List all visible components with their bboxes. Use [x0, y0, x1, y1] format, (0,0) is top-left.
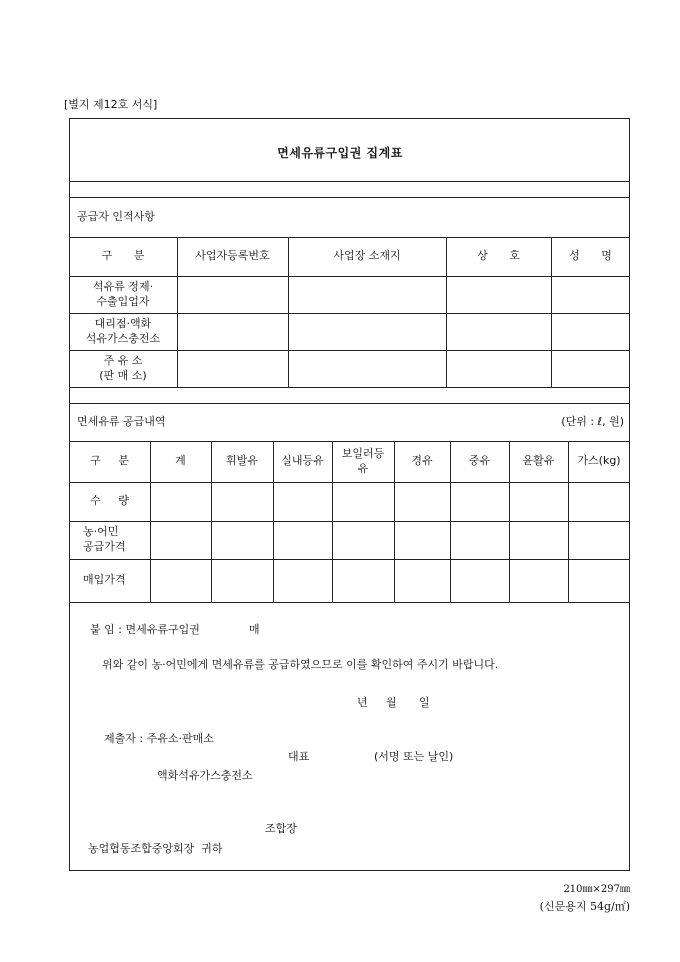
row-label-line2: (판 매 소) [99, 368, 147, 382]
supplier-row-refiner [69, 276, 177, 313]
supply-col-category: 구 분 [90, 454, 129, 468]
supplier-col-trade-name: 상 호 [477, 249, 520, 263]
divider [69, 602, 630, 603]
date-year: 년 [357, 696, 368, 709]
request-text: 위와 같이 농·어민에게 면세유류를 공급하였으므로 이를 확인하여 주시기 바랍니다. [102, 658, 499, 671]
supply-row-farmer-price [69, 521, 150, 559]
supplier-section-heading: 공급자 인적사항 [77, 209, 155, 223]
divider [69, 387, 630, 388]
row-label-line1: 주 유 소 [103, 353, 143, 367]
chairman-label: 조합장 [265, 822, 297, 835]
supply-section-heading: 면세유류 공급내역 [77, 414, 166, 428]
supply-col-gasoline: 휘발유 [226, 454, 258, 468]
paper-spec: (신문용지 54g/㎡) [539, 900, 630, 913]
row-label-line1: 농·어민 [83, 525, 119, 539]
supply-col-indoor-kerosene: 실내등유 [281, 454, 324, 468]
supplier-col-business-number: 사업자등록번호 [195, 249, 270, 263]
divider [69, 181, 630, 182]
row-label-line1: 석유류 정제· [92, 279, 154, 293]
representative-label: 대표 [288, 750, 310, 763]
row-label-line2: 석유가스충전소 [85, 331, 161, 345]
divider [69, 559, 630, 560]
supply-row-quantity: 수 량 [90, 494, 129, 508]
date-day: 일 [419, 696, 430, 709]
attachment-label: 붙 임 : 면세유류구입권 [90, 623, 200, 636]
form-title: 면세유류구입권 집계표 [277, 146, 403, 160]
row-label-line2: 공급가격 [83, 540, 126, 553]
supply-col-heavy-oil: 중유 [468, 454, 491, 468]
row-label-line1: 대리점·액화 [94, 316, 152, 330]
recipient-label: 농업협동조합중앙회장 귀하 [88, 842, 223, 855]
supplier-col-category: 구 분 [101, 249, 145, 263]
supplier-row-agency [69, 313, 177, 350]
unit-label: (단위 : ℓ, 원) [561, 414, 624, 428]
supply-row-purchase-price: 매입가격 [83, 573, 126, 587]
submitter-label: 제출자 : 주유소·판매소 [104, 732, 214, 745]
supply-col-lubricant: 윤활유 [522, 454, 555, 468]
paper-size: 210㎜×297㎜ [563, 884, 630, 895]
submitter-line2: 액화석유가스충전소 [157, 769, 253, 782]
date-month: 월 [386, 696, 397, 709]
supplier-col-address: 사업장 소재지 [333, 249, 401, 263]
supply-col-total: 계 [175, 454, 186, 468]
signature-note: (서명 또는 날인) [374, 750, 454, 763]
supply-col-gas: 가스(kg) [577, 454, 621, 468]
supplier-col-name: 성 명 [569, 249, 612, 263]
supply-col-boiler-kerosene: 보일러등유 [341, 446, 385, 475]
supplier-row-gas-station [69, 350, 177, 387]
attachment-unit: 매 [249, 623, 260, 636]
supply-col-diesel: 경유 [411, 454, 433, 468]
row-label-line2: 수출입업자 [96, 294, 150, 308]
form-number-label: [별지 제12호 서식] [64, 98, 158, 111]
divider [69, 482, 630, 483]
divider [69, 521, 630, 522]
